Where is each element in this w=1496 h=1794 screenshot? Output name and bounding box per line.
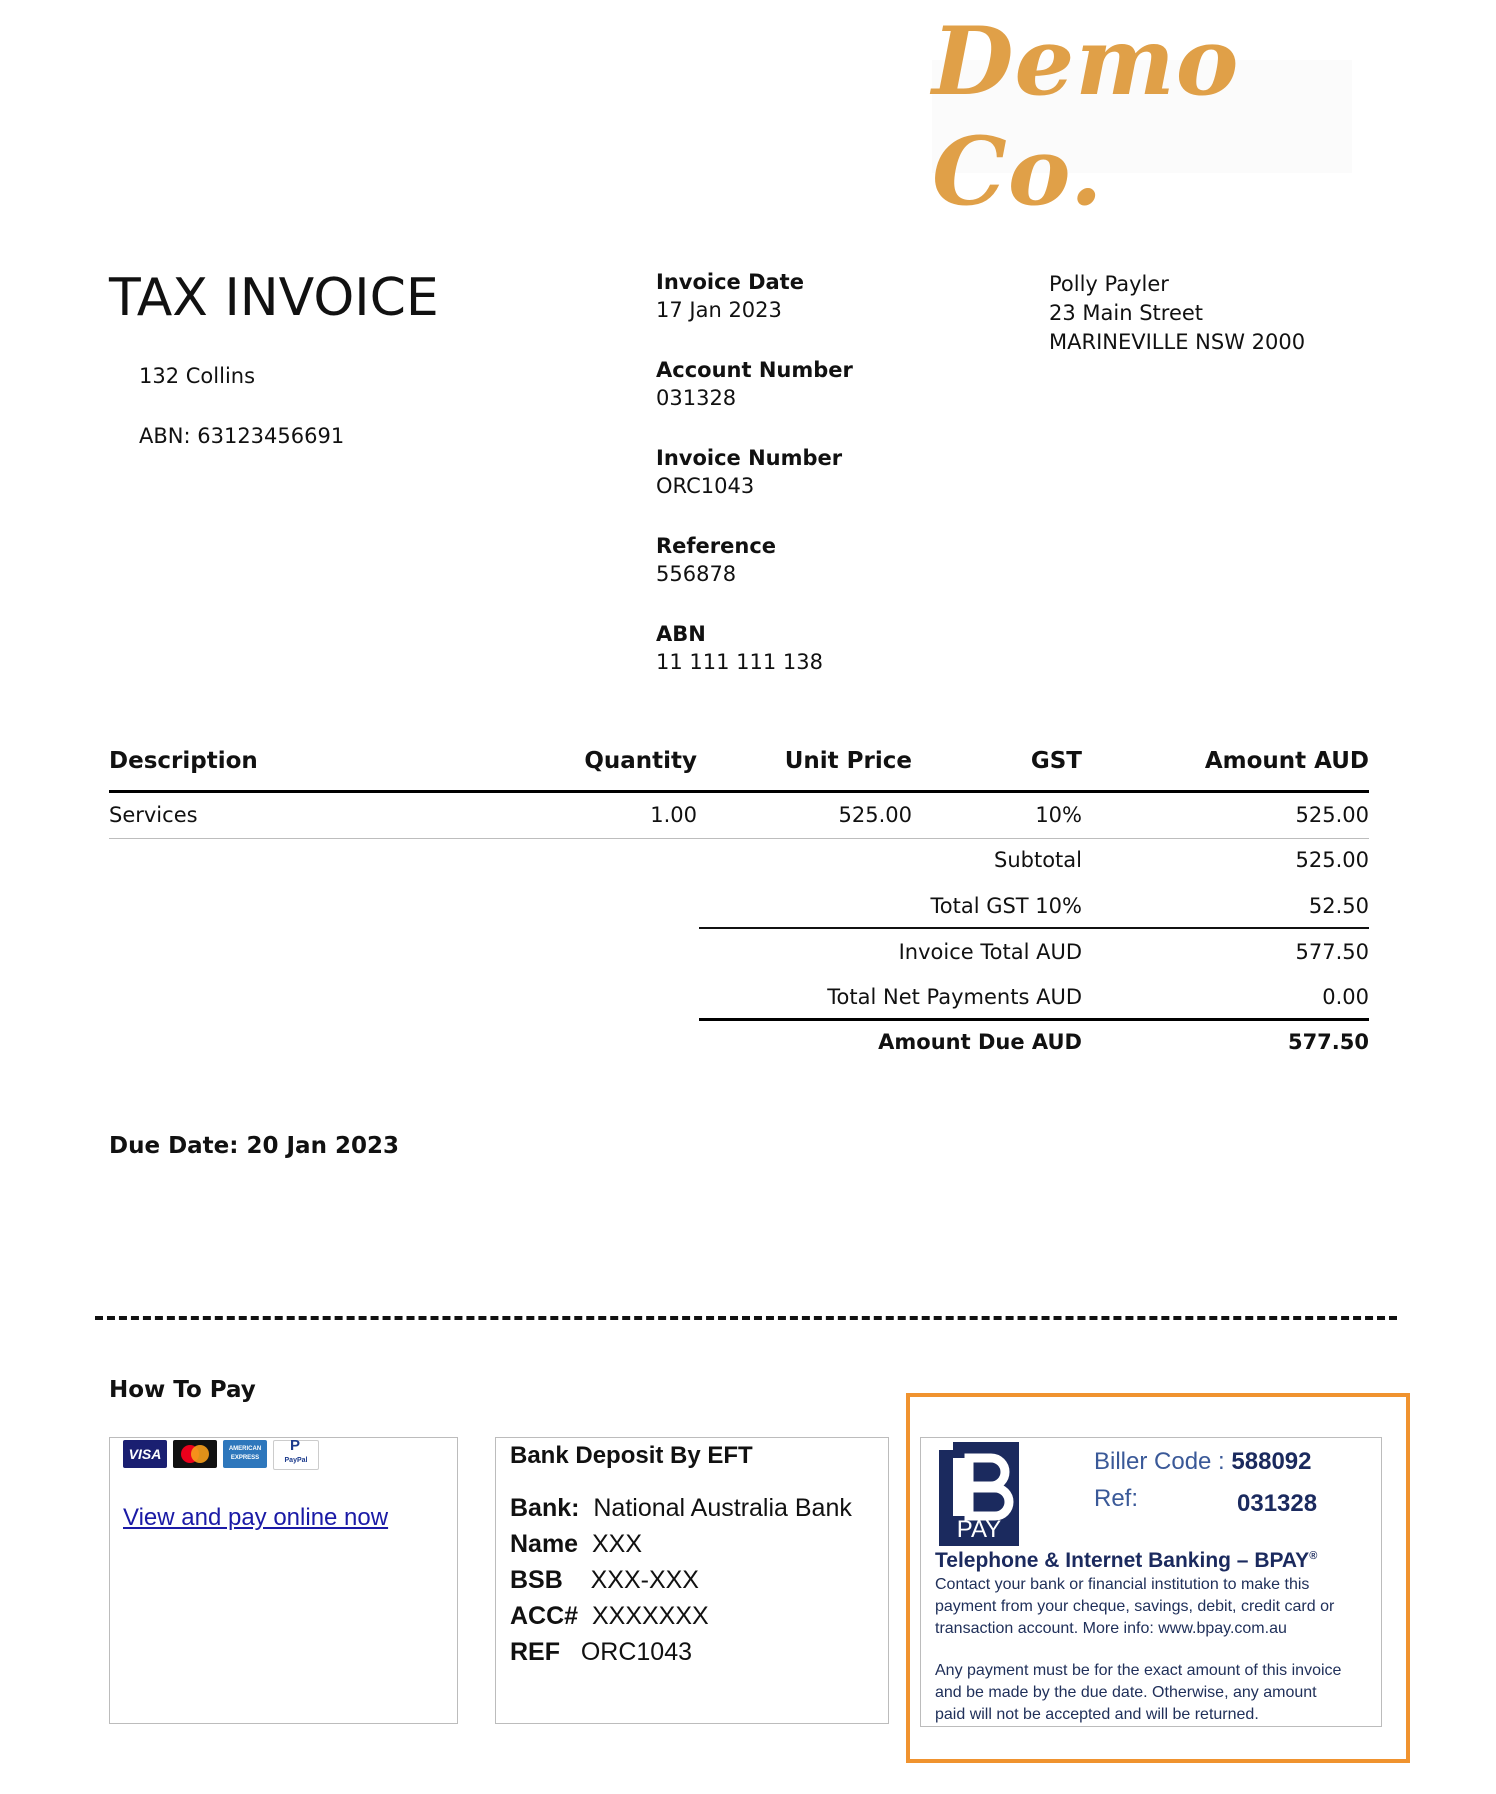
meta-reference [656, 534, 853, 622]
eft-name-line [510, 1530, 642, 1559]
col-header-gst: GST [1030, 748, 1082, 774]
bpay-terms: Any payment must be for the exact amount of this invoice and be made by the due date. Otherwise, any amount paid will not be accepted and will be returned. [935, 1662, 1342, 1723]
cell-amount: 525.00 [1295, 803, 1369, 827]
paypal-label: PayPal [284, 1457, 308, 1464]
logo-text: Demo Co. [932, 6, 1240, 227]
company-logo [932, 6, 1352, 227]
eft-acc-value: XXXXXXX [591, 1602, 709, 1630]
meta-label: Reference [656, 534, 777, 558]
mastercard-icon [173, 1440, 217, 1468]
col-header-unit-price: Unit Price [784, 748, 912, 774]
amex-icon: AMERICAN EXPRESS [223, 1440, 267, 1468]
registered-mark: ® [1309, 1550, 1318, 1562]
eft-bsb-line [510, 1566, 699, 1595]
totals-rule [699, 927, 1369, 929]
cell-unit-price: 525.00 [838, 803, 912, 827]
eft-acc-line [510, 1602, 709, 1631]
online-payment-box [109, 1437, 458, 1724]
sender-address: 132 Collins [139, 364, 256, 388]
eft-bank-value: National Australia Bank [593, 1494, 852, 1522]
eft-ref-line [510, 1638, 692, 1667]
meta-label: Account Number [656, 358, 853, 382]
gst-total-value: 52.50 [1308, 894, 1369, 918]
col-header-description: Description [109, 748, 258, 774]
eft-bank-label: Bank: [510, 1494, 580, 1522]
biller-code-value: 588092 [1231, 1448, 1312, 1475]
biller-code-line [1094, 1448, 1312, 1476]
table-row [0, 800, 1496, 830]
subtotal-value: 525.00 [1295, 848, 1369, 872]
eft-name-label: Name [510, 1530, 579, 1558]
amount-due-rule [699, 1018, 1369, 1021]
payments-label: Total Net Payments AUD [827, 985, 1082, 1009]
meta-value: 17 Jan 2023 [656, 298, 782, 322]
recipient-address [1049, 270, 1305, 357]
eft-ref-value: ORC1043 [580, 1638, 693, 1666]
amount-due-label: Amount Due AUD [878, 1030, 1082, 1054]
bpay-box [920, 1437, 1382, 1727]
subtotal-label: Subtotal [994, 848, 1082, 872]
eft-name-value: XXX [592, 1530, 643, 1558]
amount-due-value: 577.50 [1287, 1030, 1369, 1054]
gst-total-label: Total GST 10% [930, 894, 1082, 918]
col-header-amount: Amount AUD [1204, 748, 1369, 774]
eft-title: Bank Deposit By EFT [510, 1442, 753, 1469]
meta-invoice-date [656, 270, 853, 358]
bpay-logo-text: PAY [956, 1516, 1002, 1543]
eft-bank-line [510, 1494, 852, 1523]
page-title: TAX INVOICE [109, 268, 439, 328]
recipient-name: Polly Payler [1049, 272, 1169, 296]
meta-label: Invoice Number [656, 446, 843, 470]
sender-abn: ABN: 63123456691 [139, 424, 345, 448]
invoice-total-value: 577.50 [1295, 940, 1369, 964]
eft-bsb-value: XXX-XXX [590, 1566, 699, 1594]
paypal-icon: P PayPal [273, 1440, 319, 1470]
row-divider [109, 838, 1369, 839]
due-date: Due Date: 20 Jan 2023 [109, 1133, 399, 1159]
meta-label: ABN [656, 622, 706, 646]
biller-code-label: Biller Code : [1094, 1448, 1225, 1475]
payments-value: 0.00 [1322, 985, 1369, 1009]
invoice-meta [656, 270, 853, 710]
meta-account-number [656, 358, 853, 446]
visa-icon: VISA [123, 1440, 167, 1468]
col-header-quantity: Quantity [584, 748, 697, 774]
cell-description: Services [109, 803, 198, 827]
recipient-city: MARINEVILLE NSW 2000 [1049, 330, 1306, 354]
how-to-pay-title: How To Pay [109, 1377, 256, 1403]
recipient-street: 23 Main Street [1049, 301, 1204, 325]
meta-value: 556878 [656, 562, 737, 586]
meta-invoice-number [656, 446, 853, 534]
meta-label: Invoice Date [656, 270, 804, 294]
cell-quantity: 1.00 [650, 803, 697, 827]
meta-value: ORC1043 [656, 474, 755, 498]
table-header-rule [109, 790, 1369, 793]
bpay-heading [935, 1549, 1317, 1573]
card-logos [123, 1437, 319, 1470]
bpay-ref-value: 031328 [1237, 1490, 1318, 1517]
tear-off-line [95, 1316, 1397, 1320]
bpay-logo-icon [939, 1442, 1019, 1546]
meta-value: 031328 [656, 386, 737, 410]
bpay-info: Contact your bank or financial institution to make this payment from your cheque, savings, debit, credit card or transaction account. More info: www.bpay.com.au [935, 1576, 1335, 1637]
meta-abn [656, 622, 853, 710]
eft-box [495, 1437, 889, 1724]
eft-ref-label: REF [510, 1638, 560, 1666]
bpay-ref-label: Ref: [1094, 1485, 1139, 1512]
pay-online-link[interactable]: View and pay online now [123, 1504, 389, 1531]
eft-acc-label: ACC# [510, 1602, 579, 1630]
invoice-total-label: Invoice Total AUD [898, 940, 1082, 964]
meta-value: 11 111 111 138 [656, 650, 823, 674]
bpay-heading-text: Telephone & Internet Banking – BPAY [935, 1549, 1310, 1572]
cell-gst: 10% [1035, 803, 1082, 827]
eft-bsb-label: BSB [510, 1566, 563, 1594]
